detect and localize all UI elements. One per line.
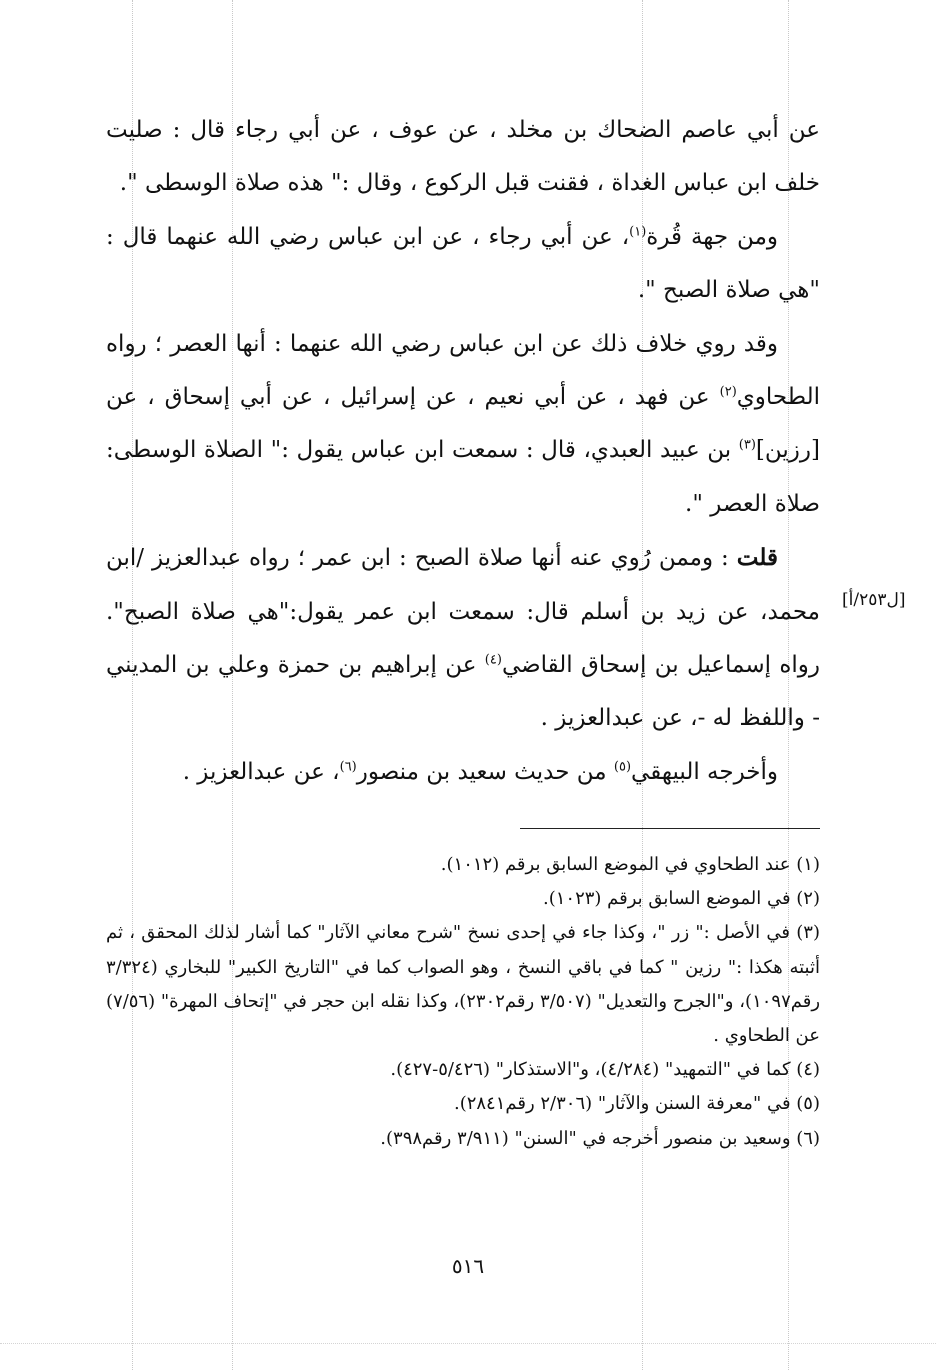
manuscript-folio-note: [ل٢٥٣/أ] — [842, 590, 906, 610]
paragraph-4 — [106, 531, 820, 746]
paragraph-4-text-a: : وممن رُوي عنه أنها صلاة الصبح : ابن عمر ؛ رواه عبدالعزيز /ابن محمد، عن زيد بن أسلم قال: سمعت ابن عمر يقول:"هي صلاة الصبح". رواه إسماعيل بن إسحاق القاضي — [106, 545, 820, 679]
footnote-2: (٢) في الموضع السابق برقم (١٠٢٣). — [542, 888, 820, 910]
footnote-separator — [520, 828, 820, 829]
paragraph-2-text-b: ، عن أبي رجاء ، عن ابن عباس رضي الله عنهما قال : "هي صلاة الصبح ". — [106, 223, 820, 304]
paragraph-3-text-b: عن فهد ، عن أبي نعيم ، عن إسرائيل ، عن أبي إسحاق ، عن [رزين] — [106, 384, 820, 464]
paragraph-4-text-b: عن إبراهيم بن حمزة وعلي بن المديني - واللفظ له -، عن عبدالعزيز . — [106, 652, 820, 732]
paragraph-5-text-b: من حديث سعيد بن منصور — [356, 758, 614, 785]
paragraph-1: عن أبي عاصم الضحاك بن مخلد ، عن عوف ، عن أبي رجاء قال : صليت خلف ابن عباس الغداة ، فقنت قبل الركوع ، وقال :" هذه صلاة الوسطى ". — [106, 117, 820, 197]
footnotes — [106, 848, 820, 1156]
footnote-4: (٤) كما في "التمهيد" (٤/٢٨٤)، و"الاستذكار" (٥/٤٢٦-٤٢٧). — [390, 1059, 820, 1081]
footnote-ref-4: (٤) — [484, 652, 502, 668]
footnote-ref-1: (١) — [629, 224, 647, 240]
page-number: ٥١٦ — [451, 1254, 485, 1278]
footnote-1: (١) عند الطحاوي في الموضع السابق برقم (١٠١٢). — [440, 854, 820, 875]
paragraph-3 — [106, 318, 820, 532]
footnote-6: (٦) وسعيد بن منصور أخرجه في "السنن" (٣/٩١١ رقم٣٩٨). — [380, 1127, 820, 1149]
qultu-label: قلت — [736, 544, 778, 572]
paragraph-3-text-a: وقد روي خلاف ذلك عن ابن عباس رضي الله عنهما : أنها العصر ؛ رواه الطحاوي — [106, 330, 820, 411]
footnote-ref-2: (٢) — [719, 384, 737, 400]
footnote-ref-5: (٥) — [613, 759, 632, 775]
paragraph-5-text-c: ، عن عبدالعزيز . — [182, 758, 340, 785]
footnote-5: (٥) في "معرفة السنن والآثار" (٢/٣٠٦ رقم٢٨٤١). — [453, 1093, 820, 1115]
paragraph-2 — [106, 211, 820, 318]
main-text — [106, 104, 820, 799]
paragraph-5 — [106, 746, 820, 799]
footnote-ref-6: (٦) — [339, 759, 357, 775]
paragraph-5-text-a: وأخرجه البيهقي — [631, 758, 778, 785]
paragraph-3-text-c: بن عبيد العبدي، قال : سمعت ابن عباس يقول :" الصلاة الوسطى: صلاة العصر ". — [106, 437, 820, 517]
footnote-3: (٣) في الأصل :" زر "، وكذا جاء في إحدى نسخ "شرح معاني الآثار" كما أشار لذلك المحقق ، ثم أثبته هكذا :" رزين " كما في باقي النسخ ، وهو الصواب كما في "التاريخ الكبير" للبخاري (٣/٣٢٤ رقم١٠٩٧)، و"الجرح والتعديل" (٣/٥٠٧ رقم٢٣٠٢)، وكذا نقله ابن حجر في "إتحاف المهرة" (٧/٥٦) عن الطحاوي . — [106, 922, 821, 1047]
paragraph-2-text-a: ومن جهة قُرة — [646, 223, 778, 250]
footnote-ref-3: (٣) — [738, 437, 756, 453]
guide-line — [0, 1343, 936, 1344]
